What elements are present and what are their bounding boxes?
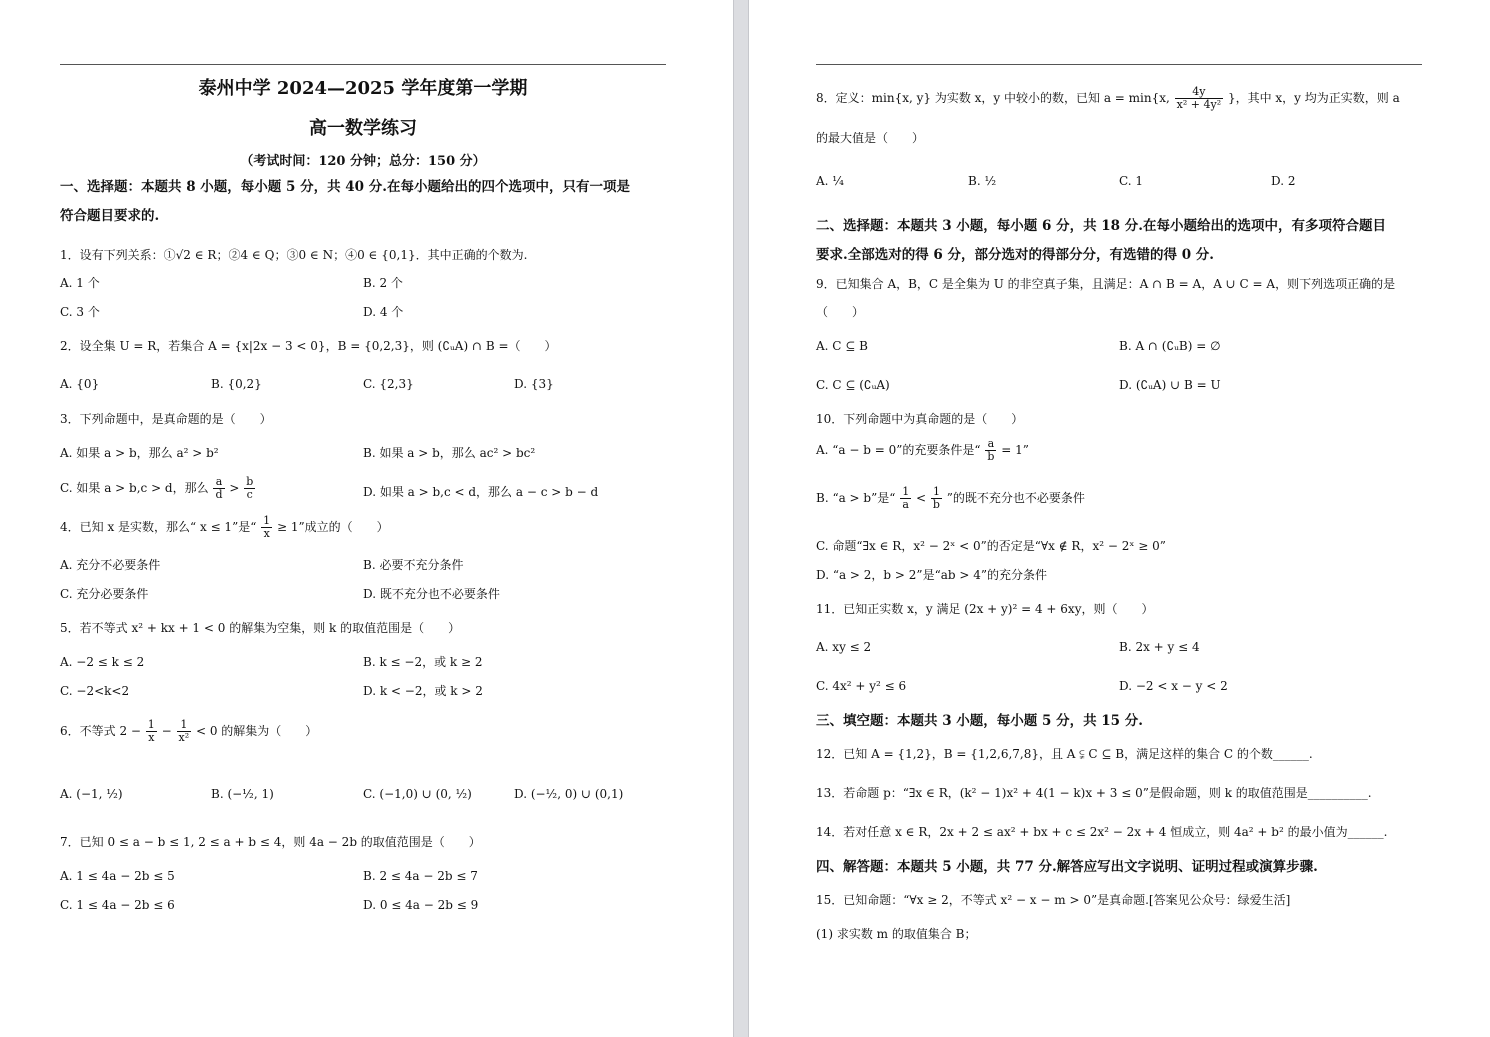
q3-option-c <box>60 476 256 501</box>
left-page <box>0 0 733 1037</box>
question-14: 14．若对任意 x ∈ R，2x + 2 ≤ ax² + bx + c ≤ 2x² − 2x + 4 恒成立，则 4a² + b² 的最小值为______. <box>816 825 1388 839</box>
q9-option-d: D. (∁ᵤA) ∪ B = U <box>1119 378 1221 392</box>
q3c-right-fraction: $\frac{b}{c}$ <box>246 475 254 501</box>
question-3: 3．下列命题中，是真命题的是（ ） <box>60 412 272 426</box>
q5-option-c: C. −2<k<2 <box>60 684 130 698</box>
exam-info: （考试时间：120 分钟；总分：150 分） <box>240 154 486 169</box>
section-1-heading: 一、选择题：本题共 8 小题，每小题 5 分，共 40 分.在每小题给出的四个选项中，只有一项是 <box>60 179 630 195</box>
q10-option-a <box>816 438 1029 463</box>
section-2-heading: 二、选择题：本题共 3 小题，每小题 6 分，共 18 分.在每小题给出的选项中，有多项符合题目 <box>816 218 1386 234</box>
q2-option-b: B. {0,2} <box>211 377 262 391</box>
q1-option-c: C. 3 个 <box>60 305 100 319</box>
q10-option-b <box>816 486 1085 511</box>
q8-option-a: A. ¼ <box>816 174 844 188</box>
question-5: 5．若不等式 x² + kx + 1 < 0 的解集为空集，则 k 的取值范围是（ ） <box>60 621 461 635</box>
q6-fraction-1: $\frac{1}{x}$ <box>147 718 155 744</box>
q2-option-d: D. {3} <box>514 377 554 391</box>
q1-option-b: B. 2 个 <box>363 276 403 290</box>
question-6-text-end: < 0 的解集为（ ） <box>195 724 318 738</box>
q7-option-c: C. 1 ≤ 4a − 2b ≤ 6 <box>60 898 175 912</box>
question-8-text-end: }，其中 x，y 均为正实数，则 a <box>1227 91 1400 105</box>
question-12: 12．已知 A = {1,2}，B = {1,2,6,7,8}，且 A ⫋ C ⊆ B，满足这样的集合 C 的个数______. <box>816 747 1313 761</box>
q6-option-b: B. (−½, 1) <box>211 787 274 801</box>
q8-option-c: C. 1 <box>1119 174 1144 188</box>
q10-option-c: C. 命题“∃x ∈ R，x² − 2ˣ < 0”的否定是“∀x ∉ R，x² − 2ˣ ≥ 0” <box>816 539 1166 553</box>
q2-option-c: C. {2,3} <box>363 377 414 391</box>
q8-fraction: $\frac{4y}{\text{x² + 4y²}}$ <box>1176 85 1222 111</box>
question-8-text: 8．定义：min{x, y} 为实数 x，y 中较小的数，已知 a = min{x, <box>816 91 1170 105</box>
question-6-text: 6．不等式 2 − <box>60 724 141 738</box>
q3c-left-fraction: $\frac{a}{d}$ <box>215 475 223 501</box>
q10-option-d: D. “a > 2，b > 2”是“ab > 4”的充分条件 <box>816 568 1047 582</box>
q10b-fraction-2: $\frac{1}{b}$ <box>932 485 940 511</box>
q11-option-b: B. 2x + y ≤ 4 <box>1119 640 1200 654</box>
question-2: 2．设全集 U = R，若集合 A = {x|2x − 3 < 0}，B = {0,2,3}，则 (∁ᵤA) ∩ B =（ ） <box>60 339 557 353</box>
q3-option-d: D. 如果 a > b,c < d，那么 a − c > b − d <box>363 485 599 499</box>
question-4-text: 4．已知 x 是实数，那么“ x ≤ 1”是“ <box>60 520 257 534</box>
question-7: 7．已知 0 ≤ a − b ≤ 1, 2 ≤ a + b ≤ 4，则 4a − 2b 的取值范围是（ ） <box>60 835 481 849</box>
question-15-part-1: (1) 求实数 m 的取值集合 B； <box>816 927 977 941</box>
q10a-fraction: $\frac{a}{b}$ <box>987 437 995 463</box>
q1-option-d: D. 4 个 <box>363 305 404 319</box>
q5-option-a: A. −2 ≤ k ≤ 2 <box>60 655 145 669</box>
q3-option-b: B. 如果 a > b，那么 ac² > bc² <box>363 446 536 460</box>
q8-option-b: B. ½ <box>968 174 997 188</box>
q6-fraction-2: $\frac{1}{\text{x²}}$ <box>178 718 190 744</box>
q4-option-d: D. 既不充分也不必要条件 <box>363 587 500 601</box>
q11-option-d: D. −2 < x − y < 2 <box>1119 679 1228 693</box>
question-9-paren: （ ） <box>816 305 865 319</box>
q11-option-a: A. xy ≤ 2 <box>816 640 872 654</box>
section-2-heading-cont: 要求.全部选对的得 6 分，部分选对的得部分分，有选错的得 0 分. <box>816 247 1214 263</box>
q7-option-a: A. 1 ≤ 4a − 2b ≤ 5 <box>60 869 175 883</box>
q3-option-a: A. 如果 a > b，那么 a² > b² <box>60 446 219 460</box>
q2-option-a: A. {0} <box>60 377 100 391</box>
q9-option-b: B. A ∩ (∁ᵤB) = ∅ <box>1119 339 1221 353</box>
q10-option-a-text: A. “a − b = 0”的充要条件是“ <box>816 443 981 457</box>
q6-option-d: D. (−½, 0) ∪ (0,1) <box>514 787 624 801</box>
q10-option-b-text-end: ”的既不充分也不必要条件 <box>946 491 1085 505</box>
q6-option-a: A. (−1, ½) <box>60 787 123 801</box>
question-11: 11．已知正实数 x，y 满足 (2x + y)² = 4 + 6xy，则（ ） <box>816 602 1154 616</box>
section-4-heading: 四、解答题：本题共 5 小题，共 77 分.解答应写出文字说明、证明过程或演算步骤. <box>816 859 1318 875</box>
q7-option-d: D. 0 ≤ 4a − 2b ≤ 9 <box>363 898 479 912</box>
header-rule <box>60 64 666 65</box>
q9-option-a: A. C ⊆ B <box>816 339 868 353</box>
q9-option-c: C. C ⊆ (∁ᵤA) <box>816 378 890 392</box>
exam-subtitle: 高一数学练习 <box>309 118 417 139</box>
question-15: 15．已知命题：“∀x ≥ 2，不等式 x² − x − m > 0”是真命题.[答案见公众号：绿爱生活] <box>816 893 1291 907</box>
question-8 <box>816 86 1400 111</box>
q10b-fraction-1: $\frac{1}{a}$ <box>902 485 910 511</box>
q3-option-c-text: C. 如果 a > b,c > d，那么 <box>60 481 209 495</box>
page-gutter <box>733 0 749 1037</box>
right-page <box>749 0 1490 1037</box>
question-9: 9．已知集合 A，B，C 是全集为 U 的非空真子集，且满足：A ∩ B = A，A ∪ C = A，则下列选项正确的是 <box>816 277 1396 291</box>
q5-option-b: B. k ≤ −2，或 k ≥ 2 <box>363 655 483 669</box>
q10-option-b-text: B. “a > b”是“ <box>816 491 896 505</box>
q4-option-a: A. 充分不必要条件 <box>60 558 161 572</box>
q6-option-c: C. (−1,0) ∪ (0, ½) <box>363 787 472 801</box>
q4-option-c: C. 充分必要条件 <box>60 587 149 601</box>
q10-option-a-text-end: = 1” <box>1001 443 1029 457</box>
q7-option-b: B. 2 ≤ 4a − 2b ≤ 7 <box>363 869 478 883</box>
question-10: 10．下列命题中为真命题的是（ ） <box>816 412 1024 426</box>
q6-minus-sign: − <box>161 724 172 738</box>
q10b-less-sign: < <box>916 491 927 505</box>
section-1-heading-cont: 符合题目要求的. <box>60 208 160 224</box>
exam-title: 泰州中学 2024—2025 学年度第一学期 <box>198 78 528 99</box>
q8-option-d: D. 2 <box>1271 174 1296 188</box>
header-rule-right <box>816 64 1422 65</box>
q11-option-c: C. 4x² + y² ≤ 6 <box>816 679 907 693</box>
q5-option-d: D. k < −2，或 k > 2 <box>363 684 483 698</box>
q4-fraction: $\frac{1}{x}$ <box>263 514 271 540</box>
q3c-greater-sign: > <box>229 481 240 495</box>
question-4 <box>60 515 389 540</box>
section-3-heading: 三、填空题：本题共 3 小题，每小题 5 分，共 15 分. <box>816 713 1143 729</box>
question-13: 13．若命题 p：“∃x ∈ R，(k² − 1)x² + 4(1 − k)x + 3 ≤ 0”是假命题，则 k 的取值范围是__________. <box>816 786 1372 800</box>
question-4-text-end: ≥ 1”成立的（ ） <box>277 520 389 534</box>
question-1: 1．设有下列关系：①√2 ∈ R；②4 ∈ Q；③0 ∈ N；④0 ∈ {0,1}．其中正确的个数为. <box>60 248 528 262</box>
question-8-cont: 的最大值是（ ） <box>816 131 925 145</box>
question-6 <box>60 719 317 744</box>
q1-option-a: A. 1 个 <box>60 276 100 290</box>
q4-option-b: B. 必要不充分条件 <box>363 558 464 572</box>
